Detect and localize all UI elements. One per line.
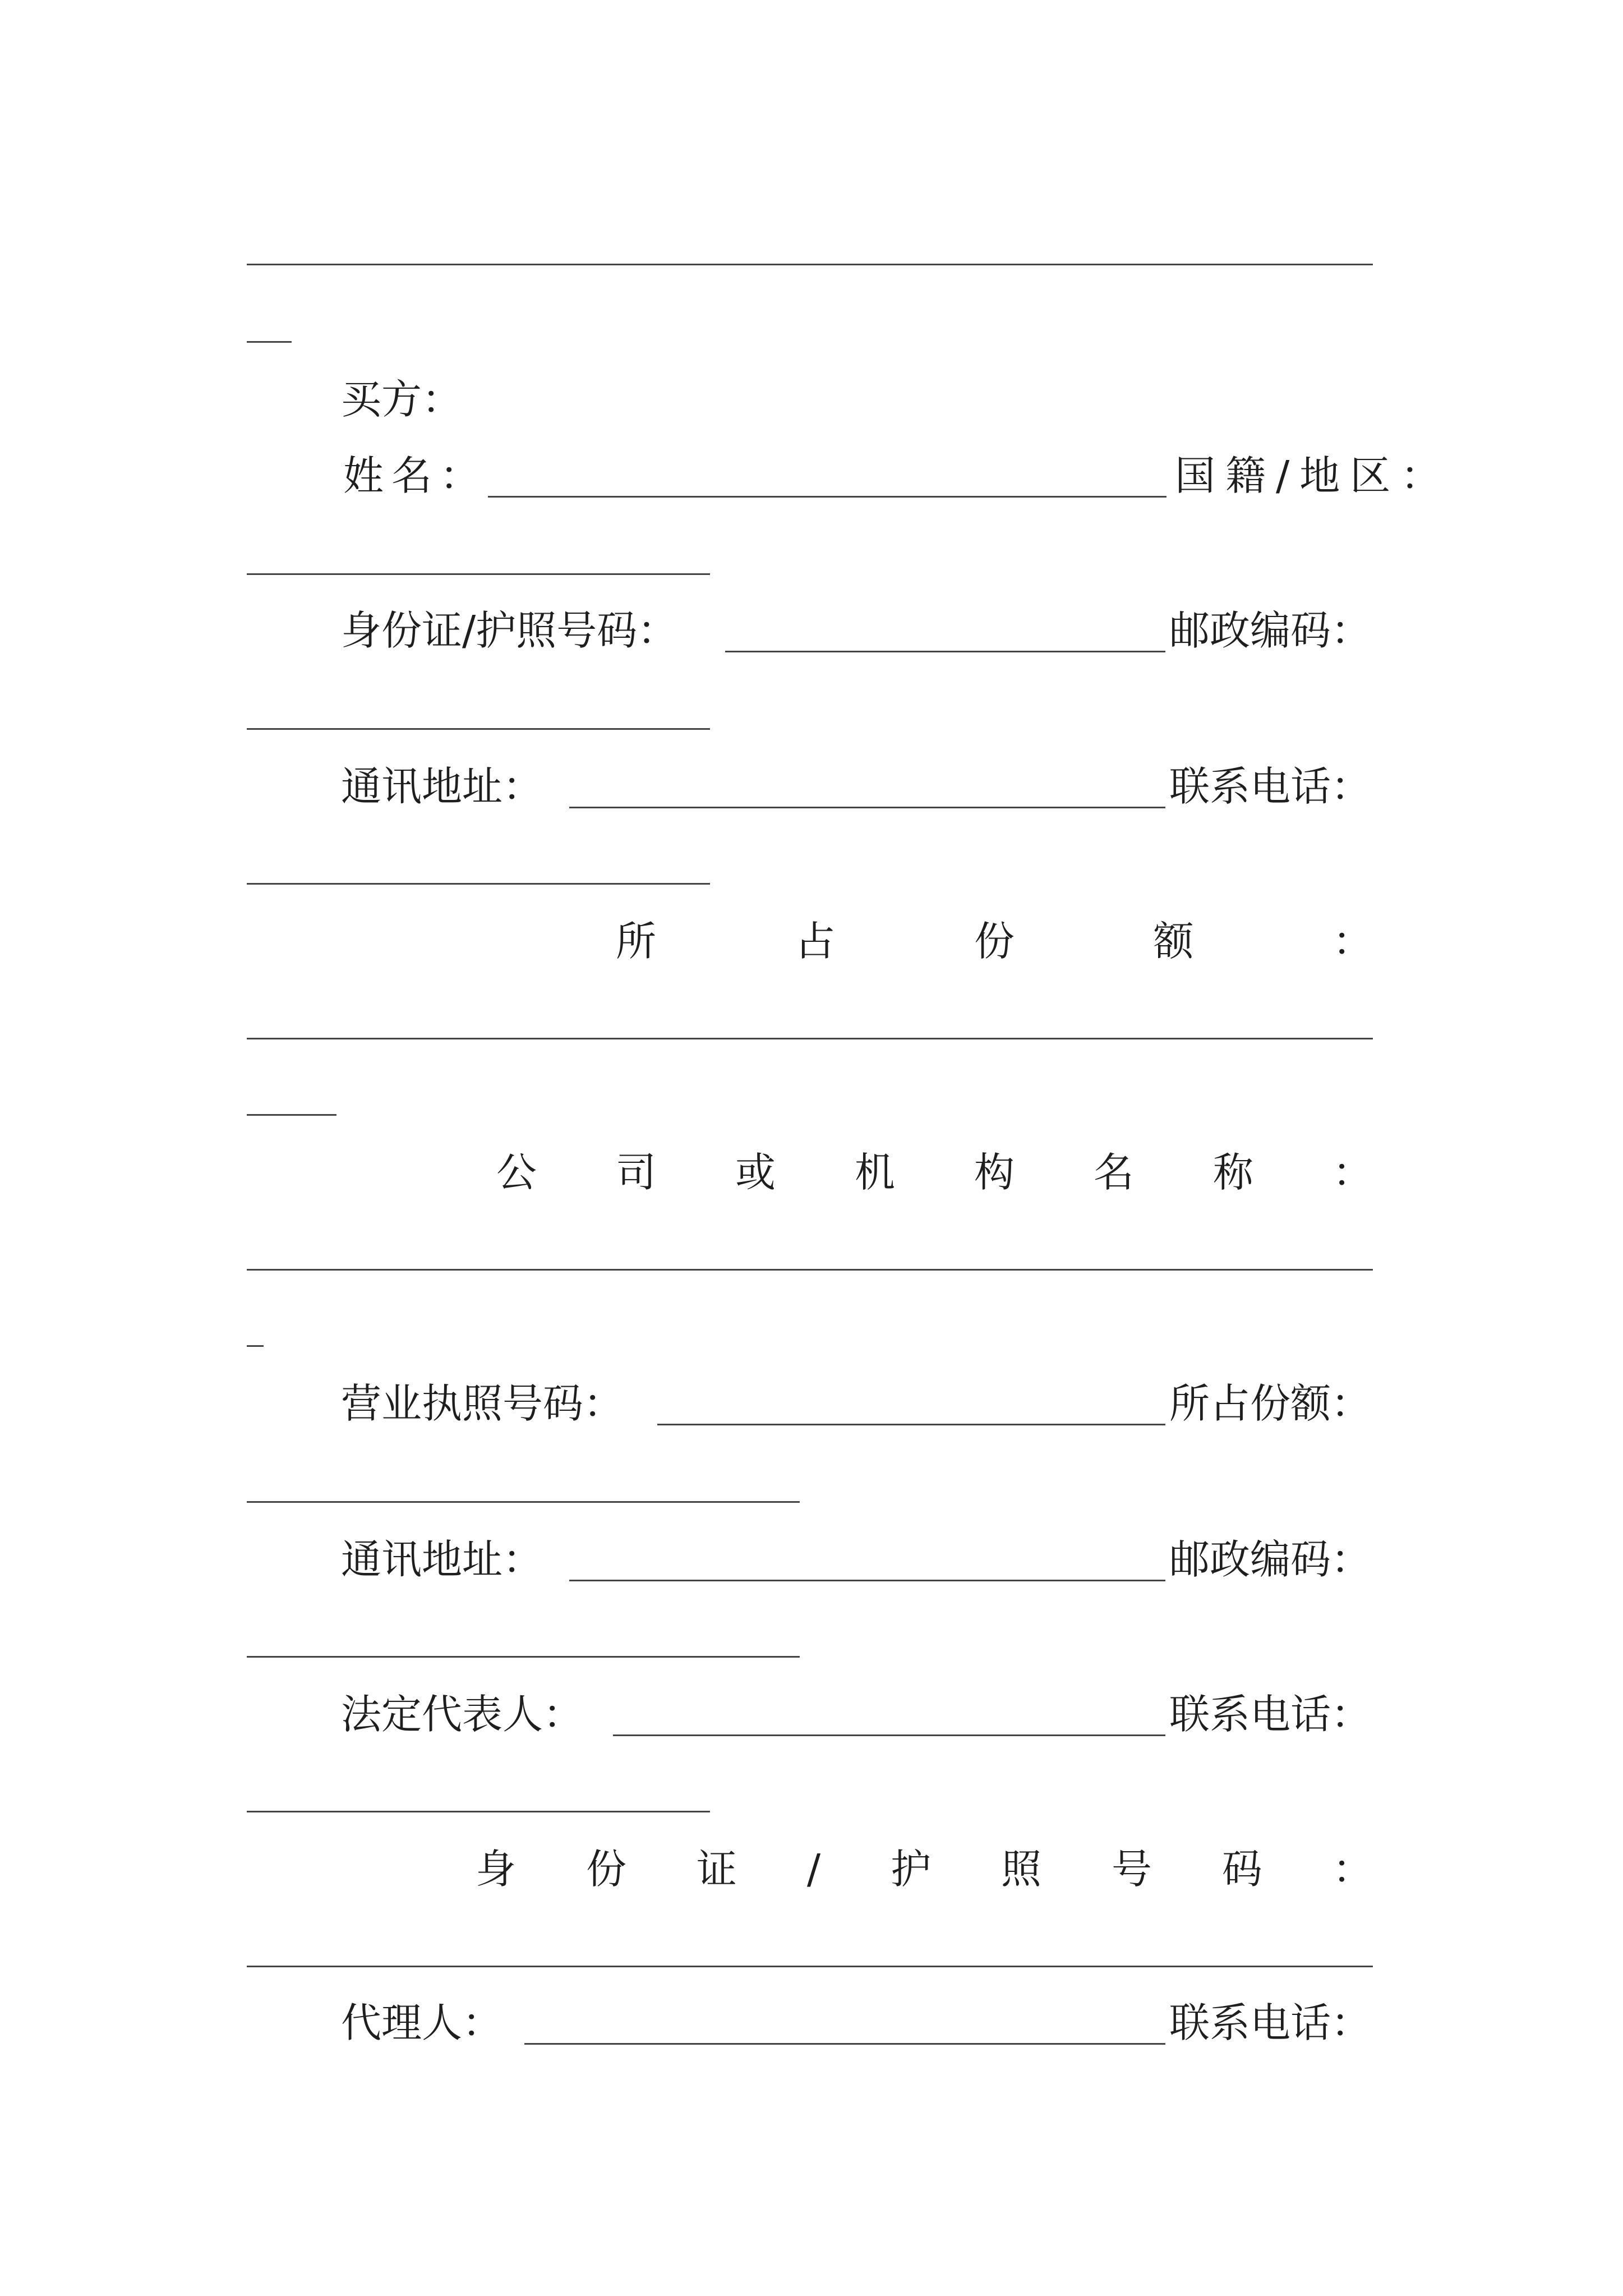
- id-passport-char: /: [806, 1846, 821, 1893]
- company-name-char: 机: [854, 1149, 895, 1196]
- phone-field[interactable]: [247, 883, 710, 885]
- phone-label: 联系电话：: [1169, 763, 1372, 810]
- id-passport-field[interactable]: [725, 651, 1165, 652]
- postal-code-label-2: 邮政编码：: [1169, 1536, 1372, 1583]
- id-passport-char: 份: [585, 1846, 626, 1893]
- id-passport-label: 身份证/护照号码：: [341, 607, 678, 654]
- company-name-char: 称: [1212, 1149, 1253, 1196]
- postal-code-field[interactable]: [247, 728, 710, 730]
- id-passport-char: 码: [1221, 1846, 1262, 1893]
- postal-code-label: 邮政编码：: [1169, 607, 1372, 654]
- company-name-label-spread: [496, 1149, 1373, 1196]
- address-label: 通讯地址：: [341, 763, 543, 810]
- address-field-2[interactable]: [569, 1580, 1165, 1581]
- company-name-char: 构: [974, 1149, 1015, 1196]
- share-label-spread: [616, 918, 1373, 965]
- share-char: 所: [616, 918, 657, 965]
- share-char: 额: [1153, 918, 1194, 965]
- business-license-field[interactable]: [657, 1424, 1165, 1425]
- share-field-2[interactable]: [247, 1501, 800, 1503]
- blank-line-top[interactable]: [247, 264, 1373, 265]
- name-label: 姓名：: [343, 452, 488, 499]
- legal-rep-field[interactable]: [613, 1734, 1165, 1736]
- id-passport-char: 身: [476, 1846, 517, 1893]
- company-name-char: 司: [615, 1149, 656, 1196]
- id-passport-char: ：: [1332, 1846, 1373, 1893]
- share-char: 占: [795, 918, 836, 965]
- nationality-label: 国籍/地区：: [1175, 452, 1451, 499]
- postal-code-field-2[interactable]: [247, 1656, 800, 1658]
- id-passport-label-spread: [476, 1846, 1373, 1893]
- agent-field[interactable]: [524, 2043, 1165, 2045]
- company-name-char: 或: [735, 1149, 776, 1196]
- company-name-char: ：: [1332, 1149, 1373, 1196]
- nationality-field[interactable]: [247, 573, 710, 575]
- name-field[interactable]: [488, 496, 1166, 498]
- phone-field-2[interactable]: [247, 1811, 710, 1812]
- share-field[interactable]: [247, 1038, 1373, 1039]
- legal-rep-label: 法定代表人：: [341, 1691, 584, 1738]
- company-name-char: 名: [1093, 1149, 1134, 1196]
- address-label-2: 通讯地址：: [341, 1536, 543, 1583]
- phone-label-3: 联系电话：: [1169, 1999, 1372, 2046]
- agent-label: 代理人：: [341, 1999, 503, 2046]
- share-char: 份: [974, 918, 1015, 965]
- share-field-tail[interactable]: [247, 1114, 336, 1116]
- id-passport-char: 号: [1111, 1846, 1152, 1893]
- business-license-label: 营业执照号码：: [341, 1380, 624, 1427]
- company-name-field[interactable]: [247, 1269, 1373, 1271]
- blank-line-top-tail[interactable]: [247, 341, 292, 343]
- id-passport-char: 照: [1001, 1846, 1042, 1893]
- phone-label-2: 联系电话：: [1169, 1691, 1372, 1738]
- address-field[interactable]: [569, 807, 1165, 808]
- company-name-field-tail[interactable]: [247, 1345, 264, 1347]
- share-char: ：: [1332, 918, 1373, 965]
- id-passport-char: 护: [891, 1846, 932, 1893]
- id-passport-field-2[interactable]: [247, 1966, 1373, 1967]
- company-name-char: 公: [496, 1149, 537, 1196]
- buyer-heading: 买方：: [341, 376, 463, 423]
- id-passport-char: 证: [696, 1846, 737, 1893]
- share-label: 所占份额：: [1169, 1380, 1372, 1427]
